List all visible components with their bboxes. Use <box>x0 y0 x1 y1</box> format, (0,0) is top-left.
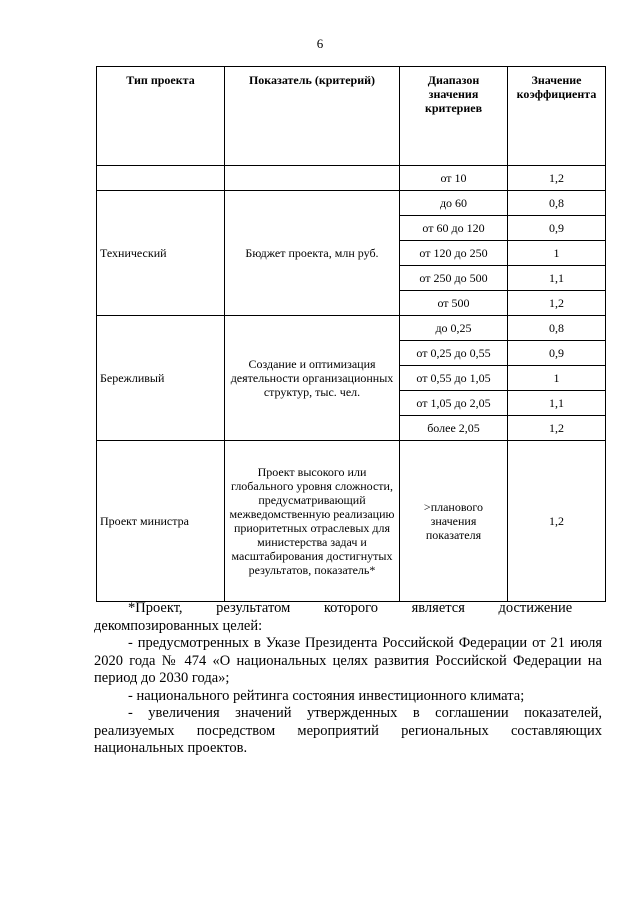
table-row <box>97 191 606 216</box>
value-cell: 1 <box>508 241 606 266</box>
project-type-lean: Бережливый <box>97 316 225 441</box>
footnote-item-decree: - предусмотренных в Указе Президента Российской Федерации от 21 июля 2020 года № 474 «О национальных целях развития Российской Федерации на период до 2030 года»; <box>94 635 602 686</box>
value-cell: 1,1 <box>508 266 606 291</box>
header-indicator: Показатель (критерий) <box>225 67 400 166</box>
value-cell: 1,2 <box>508 291 606 316</box>
range-cell: от 1,05 до 2,05 <box>400 391 508 416</box>
range-cell: от 120 до 250 <box>400 241 508 266</box>
value-cell: 0,8 <box>508 191 606 216</box>
value-cell: 1,2 <box>508 416 606 441</box>
indicator-minister-project: Проект высокого или глобального уровня сложности, предусматривающий межведомственную реализацию приоритетных отраслевых для министерства задач и масштабирования достигнутых результатов, показатель* <box>225 441 400 602</box>
range-cell: от 60 до 120 <box>400 216 508 241</box>
range-cell: >планового значения показателя <box>400 441 508 602</box>
table-header-row <box>97 67 606 166</box>
range-cell: от 0,55 до 1,05 <box>400 366 508 391</box>
footnote-item-rating: - национального рейтинга состояния инвестиционного климата; <box>128 687 525 704</box>
project-type-technical: Технический <box>97 191 225 316</box>
value-cell: 1,2 <box>508 441 606 602</box>
table-row <box>97 441 606 602</box>
value-cell: 0,9 <box>508 341 606 366</box>
indicator-org-structures: Создание и оптимизация деятельности организационных структур, тыс. чел. <box>225 316 400 441</box>
range-cell: до 0,25 <box>400 316 508 341</box>
indicator-budget: Бюджет проекта, млн руб. <box>225 191 400 316</box>
footnote-lead: *Проект, результатом которого является достижение <box>128 600 573 616</box>
empty-cell <box>225 166 400 191</box>
footnotes <box>94 600 602 758</box>
page-number: 6 <box>316 36 324 51</box>
project-type-minister: Проект министра <box>97 441 225 602</box>
coefficient-table <box>96 66 606 602</box>
footnote-lead-cont: декомпозированных целей: <box>94 617 263 634</box>
table-row <box>97 166 606 191</box>
table-row <box>97 316 606 341</box>
header-range: Диапазон значения критериев <box>400 67 508 166</box>
value-cell: 0,9 <box>508 216 606 241</box>
range-cell: до 60 <box>400 191 508 216</box>
empty-cell <box>97 166 225 191</box>
footnote-item-indicators: - увеличения значений утвержденных в соглашении показателей, реализуемых посредством мероприятий региональных составляющих национальных проектов. <box>94 705 602 756</box>
range-cell: более 2,05 <box>400 416 508 441</box>
header-project-type: Тип проекта <box>97 67 225 166</box>
value-cell: 0,8 <box>508 316 606 341</box>
header-coefficient: Значение коэффициента <box>508 67 606 166</box>
value-cell: 1,1 <box>508 391 606 416</box>
value-cell: 1,2 <box>508 166 606 191</box>
range-cell: от 500 <box>400 291 508 316</box>
range-cell: от 10 <box>400 166 508 191</box>
value-cell: 1 <box>508 366 606 391</box>
range-cell: от 250 до 500 <box>400 266 508 291</box>
range-cell: от 0,25 до 0,55 <box>400 341 508 366</box>
